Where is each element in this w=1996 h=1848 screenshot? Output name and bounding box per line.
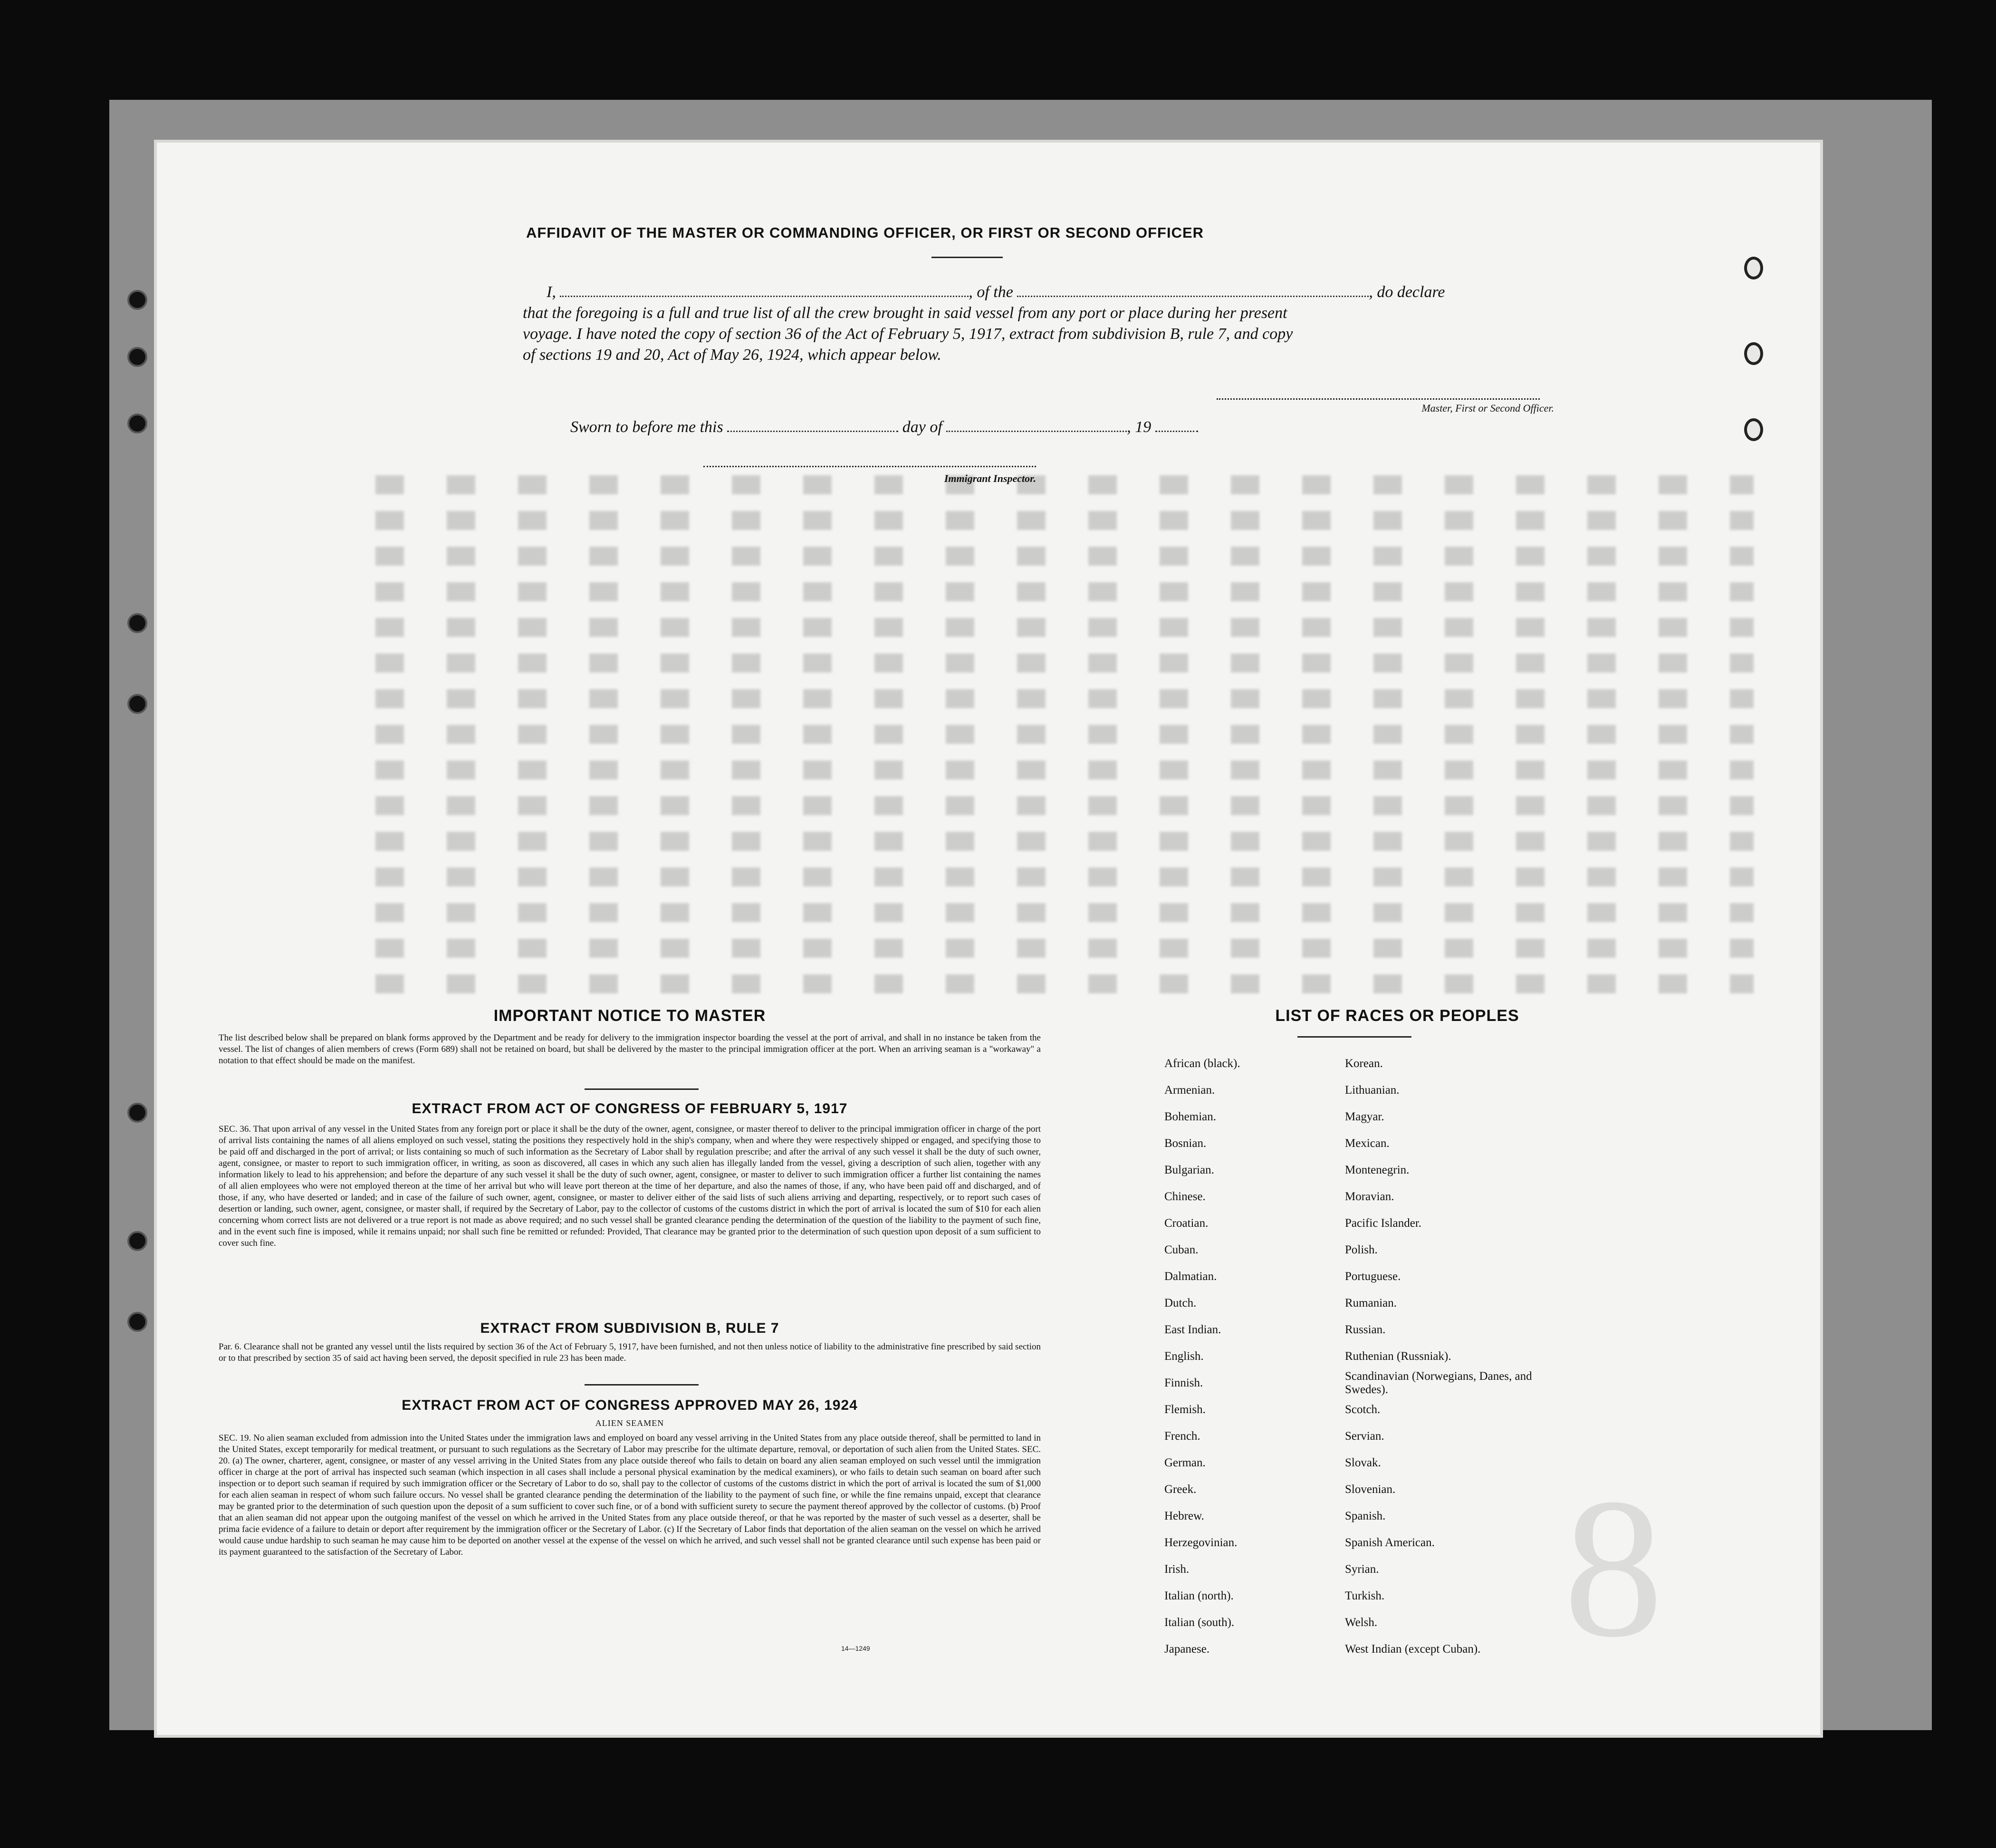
inspector-signature-line (703, 466, 1036, 467)
race-item: Croatian. (1164, 1217, 1209, 1230)
race-item: Korean. (1345, 1057, 1383, 1070)
race-item: Ruthenian (Russniak). (1345, 1350, 1451, 1363)
signature-caption: Master, First or Second Officer. (1421, 402, 1554, 414)
race-item: Russian. (1345, 1323, 1386, 1336)
race-item: Greek. (1164, 1483, 1197, 1496)
affidavit-line-2: that the foregoing is a full and true list of all the crew brought in said vessel from any port or place during her present (523, 304, 1287, 322)
race-item: Slovenian. (1345, 1483, 1396, 1496)
race-item: East Indian. (1164, 1323, 1221, 1336)
races-column-1 (1164, 1050, 1240, 1663)
declare-label: , do declare (1369, 283, 1445, 301)
divider (585, 1088, 699, 1090)
race-item: Servian. (1345, 1430, 1384, 1443)
race-item: Turkish. (1345, 1589, 1385, 1602)
race-item: Dutch. (1164, 1297, 1197, 1309)
affidavit-line-4: of sections 19 and 20, Act of May 26, 1924, which appear below. (523, 346, 941, 364)
race-item: Scotch. (1345, 1403, 1381, 1416)
vessel-name-field (1017, 296, 1369, 297)
notice-title: IMPORTANT NOTICE TO MASTER (493, 1007, 766, 1025)
binder-hole (127, 1231, 147, 1251)
ring-hole (1744, 418, 1763, 441)
binder-hole (127, 290, 147, 310)
binder-hole (127, 1312, 147, 1332)
day-of-label: day of (902, 418, 942, 436)
divider (1297, 1036, 1411, 1038)
binder-hole (127, 414, 147, 433)
race-item: Syrian. (1345, 1563, 1379, 1576)
race-item: French. (1164, 1430, 1200, 1443)
declarant-name-field (560, 296, 969, 297)
sworn-label: Sworn to before me this (570, 418, 723, 436)
race-item: Magyar. (1345, 1110, 1384, 1123)
races-title: LIST OF RACES OR PEOPLES (1275, 1007, 1519, 1025)
binder-hole (127, 694, 147, 714)
divider (585, 1384, 699, 1386)
race-item: Welsh. (1345, 1616, 1378, 1629)
divider (931, 257, 1003, 258)
subdivision-b-title: EXTRACT FROM SUBDIVISION B, RULE 7 (480, 1320, 779, 1336)
manifest-page (157, 143, 1820, 1735)
races-column-2 (1345, 1050, 1568, 1663)
race-item: Armenian. (1164, 1084, 1215, 1097)
race-item: English. (1164, 1350, 1204, 1363)
race-item: Bulgarian. (1164, 1164, 1214, 1176)
race-item: Herzegovinian. (1164, 1536, 1238, 1549)
inspector-caption: Immigrant Inspector. (944, 472, 1036, 484)
signature-line (1217, 398, 1540, 400)
race-item: Japanese. (1164, 1643, 1210, 1656)
sworn-month-field (946, 431, 1127, 432)
race-item: Irish. (1164, 1563, 1190, 1576)
race-item: Pacific Islander. (1345, 1217, 1422, 1230)
race-item: Spanish American. (1345, 1536, 1435, 1549)
affidavit-line-3: voyage. I have noted the copy of section 36 of the Act of February 5, 1917, extract from subdivision B, rule 7, and copy (523, 325, 1293, 343)
affidavit-title: AFFIDAVIT OF THE MASTER OR COMMANDING OFFICER, OR FIRST OR SECOND OFFICER (526, 224, 1204, 241)
race-item: Flemish. (1164, 1403, 1206, 1416)
race-item: Scandinavian (Norwegians, Danes, and Swedes). (1345, 1370, 1532, 1396)
sheet-number: 8 (1564, 1457, 1663, 1678)
extract-1924-text: SEC. 19. No alien seaman excluded from admission into the United States under the immigration laws and employed on board any vessel arriving in the United States from any place outside thereof, shall be permitted to land in the United States, except temporarily for medical treatment, or pursuant to such regulations as the Secretary of Labor may prescribe for the ultimate departure, removal, or deportation of such alien from the United States. SEC. 20. (a) The owner, charterer, agent, consignee, or master of any vessel arriving in the United States from any place outside thereof who fails to detain on board any alien seaman employed on such vessel until the immigration officer in charge at the port of arrival has inspected such seaman (which inspection in all cases shall include a personal physical examination by the medical examiners), or who fails to detain such seaman on board after such inspection or to deport such seaman if required by such immigration officer or the Secretary of Labor to do so, shall pay to the collector of customs of the customs district in which the port of arrival is located the sum of $1,000 for each alien seaman in respect of whom such failure occurs. No vessel shall be granted clearance pending the determination of the liability to the payment of such fine, or while the fine remains unpaid, except that clearance may be granted prior to the determination of such question upon the deposit of a sum sufficient to cover such fine, or of a bond with sufficient surety to secure the payment thereof approved by the collector of customs. (b) Proof that an alien seaman did not appear upon the outgoing manifest of the vessel on which he arrived in the United States from any place outside thereof, or that he was reported by the master of such vessel as a deserter, shall be prima facie evidence of a failure to detain or deport after requirement by the immigration officer or the Secretary of Labor. (c) If the Secretary of Labor finds that deportation of the alien seaman on the vessel on which he arrived would cause undue hardship to such seaman he may cause him to be deported on another vessel at the expense of the vessel on which he arrived, and such vessel shall not be granted clearance until such expense has been paid or its payment guaranteed to the satisfaction of the Secretary of Labor. (219, 1433, 1041, 1557)
race-item: African (black). (1164, 1057, 1240, 1070)
ring-hole (1744, 257, 1763, 279)
notice-text: The list described below shall be prepared on blank forms approved by the Department and be ready for delivery to the immigration inspector boarding the vessel at the port of arrival, and shall in no instance be taken from the vessel. The list of changes of alien members of crews (Form 689) shall not be retained on board, but shall be delivered by the master to the principal immigration officer at the port. When an arriving seaman is a "workaway" a notation to that effect should be made on the manifest. (219, 1033, 1041, 1066)
race-item: Chinese. (1164, 1190, 1206, 1203)
race-item: Montenegrin. (1345, 1164, 1410, 1176)
race-item: West Indian (except Cuban). (1345, 1643, 1481, 1656)
race-item: Rumanian. (1345, 1297, 1397, 1309)
extract-1924-title: EXTRACT FROM ACT OF CONGRESS APPROVED MAY 26, 1924 (402, 1397, 858, 1413)
race-item: German. (1164, 1456, 1206, 1469)
sworn-line (570, 418, 1198, 436)
binder-hole (127, 347, 147, 367)
extract-1924-subtitle: ALIEN SEAMEN (595, 1418, 664, 1428)
race-item: Dalmatian. (1164, 1270, 1217, 1283)
race-item: Italian (south). (1164, 1616, 1235, 1629)
race-item: Bosnian. (1164, 1137, 1207, 1150)
year-label: , 19 (1127, 418, 1152, 436)
race-item: Hebrew. (1164, 1510, 1204, 1522)
race-item: Mexican. (1345, 1137, 1390, 1150)
race-item: Finnish. (1164, 1376, 1203, 1389)
sworn-day-field (727, 431, 898, 432)
race-item: Spanish. (1345, 1510, 1386, 1522)
declarant-label: I, (547, 283, 556, 301)
extract-1917-title: EXTRACT FROM ACT OF CONGRESS OF FEBRUARY 5, 1917 (412, 1101, 848, 1116)
sworn-year-field (1155, 431, 1198, 432)
race-item: Lithuanian. (1345, 1084, 1400, 1097)
binder-hole (127, 613, 147, 633)
ring-hole (1744, 342, 1763, 365)
race-item: Polish. (1345, 1243, 1378, 1256)
form-number: 14—1249 (841, 1645, 870, 1652)
binder-hole (127, 1103, 147, 1123)
race-item: Portuguese. (1345, 1270, 1401, 1283)
race-item: Bohemian. (1164, 1110, 1217, 1123)
affidavit-line-1 (547, 283, 1445, 301)
vessel-label: , of the (969, 283, 1013, 301)
extract-1917-text: SEC. 36. That upon arrival of any vessel in the United States from any foreign port or place it shall be the duty of the owner, agent, consignee, or master thereof to deliver to the principal immigration officer in charge of the port of arrival lists containing the names of all aliens employed on such vessel, stating the positions they respectively hold in the ship's company, when and where they were respectively shipped or engaged, and specifying those to be paid off and discharged in the port of arrival; or lists containing so much of such information as the Secretary of Labor shall by regulation prescribe; and after the arrival of any such vessel it shall be the duty of such owner, agent, consignee, or master to report to such immigration officer, in writing, as soon as discovered, all cases in which any such alien has illegally landed from the vessel, giving a description of such alien, together with any information likely to lead to his apprehension; and before the departure of any such vessel it shall be the duty of such owner, agent, consignee, or master to deliver to such immigration officer a further list containing the names of all alien employees who were not employed thereon at the time of her arrival but who will leave port thereon at the time of her departure, and also the names of those, if any, who have been paid off and discharged, and of those, if any, who have deserted or landed; and in case of the failure of such owner, agent, consignee, or master to deliver either of the said lists of such aliens arriving and departing, respectively, or to report such cases of desertion or landing, such owner, agent, consignee, or master shall, if required by the Secretary of Labor, pay to the collector of customs of the customs district in which the port of arrival is located the sum of $10 for each alien concerning whom correct lists are not delivered or a true report is not made as above required; and no such vessel shall be granted clearance pending the determination of the question of the liability to the payment of such fine, and in the event such fine is imposed, while it remains unpaid; nor shall such fine be remitted or refunded: Provided, That clearance may be granted prior to the determination of such question upon deposit of a sum sufficient to cover such fine. (219, 1124, 1041, 1248)
subdivision-b-text: Par. 6. Clearance shall not be granted any vessel until the lists required by section 36 of the Act of February 5, 1917, have been furnished, and not then unless notice of liability to the administrative fine prescribed by said section or to that prescribed by section 35 of said act having been served, the deposit specified in rule 23 has been made. (219, 1342, 1041, 1363)
race-item: Cuban. (1164, 1243, 1199, 1256)
race-item: Slovak. (1345, 1456, 1381, 1469)
race-item: Moravian. (1345, 1190, 1394, 1203)
race-item: Italian (north). (1164, 1589, 1234, 1602)
